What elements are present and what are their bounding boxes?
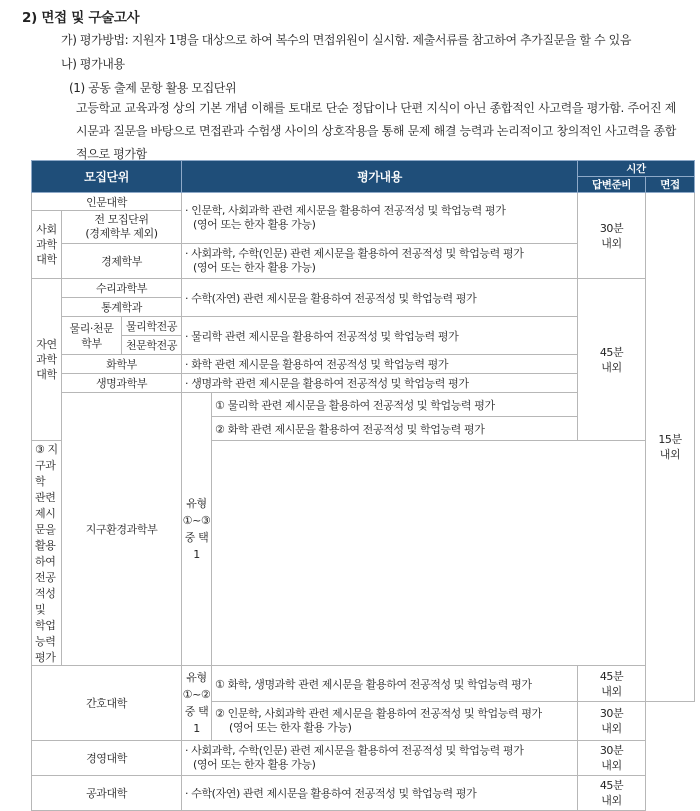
earth-option-3: ③ 지구과학 관련 제시문을 활용하여 전공적성 및 학업능력 평가: [32, 441, 62, 666]
unit-stats: 통계학과: [62, 298, 182, 317]
header-interview: 면접: [646, 177, 695, 193]
unit-social-all: [62, 211, 182, 244]
unit-note: (경제학부 제외): [85, 227, 158, 240]
evaluation-method-line: 가) 평가방법: 지원자 1명을 대상으로 하여 복수의 면접위원이 실시함. 제출서류를 참고하여 추가질문을 할 수 있음: [61, 33, 632, 47]
content-chemistry: · 화학 관련 제시문을 활용하여 전공적성 및 학업능력 평가: [182, 355, 578, 374]
unit-earth-environment: 지구환경과학부: [62, 393, 182, 666]
unit-business: 경영대학: [32, 741, 182, 776]
header-time: 시간: [578, 161, 695, 177]
college-natural-science: 자연 과학 대학: [32, 279, 62, 441]
earth-type-choice: 유형 ①~③ 중 택 1: [182, 393, 212, 666]
unit-economics: 경제학부: [62, 244, 182, 279]
unit-engineering: 공과대학: [32, 776, 182, 811]
nursing-option-2: [212, 702, 578, 741]
prep-time-engineering: 45분 내외: [578, 776, 646, 811]
content-business: [182, 741, 578, 776]
section-heading: 2) 면접 및 구술고사: [22, 10, 140, 26]
content-economics: [182, 244, 578, 279]
common-question-units-line: (1) 공동 출제 문항 활용 모집단위: [69, 81, 237, 95]
earth-option-1: ① 물리학 관련 제시문을 활용하여 전공적성 및 학업능력 평가: [212, 393, 578, 417]
content-line: · 사회과학, 수학(인문) 관련 제시문을 활용하여 전공적성 및 학업능력 평가: [185, 247, 524, 260]
unit-physics: 물리학전공: [122, 317, 182, 336]
college-social-science: 사회 과학 대학: [32, 211, 62, 279]
interview-table: [31, 160, 695, 811]
unit-label: 전 모집단위: [94, 213, 149, 226]
prep-time-natural: 45분 내외: [578, 279, 646, 441]
content-line: · 사회과학, 수학(인문) 관련 제시문을 활용하여 전공적성 및 학업능력 평가: [185, 744, 524, 757]
unit-astronomy: 천문학전공: [122, 336, 182, 355]
content-note: (영어 또는 한자 활용 가능): [193, 758, 316, 771]
content-note: (영어 또는 한자 활용 가능): [193, 218, 316, 231]
prep-time-nursing-2: 30분 내외: [578, 702, 646, 741]
content-humanities-social: [182, 193, 578, 244]
content-note: (영어 또는 한자 활용 가능): [229, 721, 352, 734]
content-line: ② 인문학, 사회과학 관련 제시문을 활용하여 전공적성 및 학업능력 평가: [215, 707, 542, 720]
content-note: (영어 또는 한자 활용 가능): [193, 261, 316, 274]
header-unit: 모집단위: [32, 161, 182, 193]
content-physics: · 물리학 관련 제시문을 활용하여 전공적성 및 학업능력 평가: [182, 317, 578, 355]
content-life-science: · 생명과학 관련 제시문을 활용하여 전공적성 및 학업능력 평가: [182, 374, 578, 393]
unit-humanities: 인문대학: [32, 193, 182, 211]
unit-math: 수리과학부: [62, 279, 182, 298]
unit-nursing: 간호대학: [32, 666, 182, 741]
unit-physics-astronomy: 물리·천문 학부: [62, 317, 122, 355]
content-line: · 인문학, 사회과학 관련 제시문을 활용하여 전공적성 및 학업능력 평가: [185, 204, 506, 217]
nursing-option-1: ① 화학, 생명과학 관련 제시문을 활용하여 전공적성 및 학업능력 평가: [212, 666, 578, 702]
unit-life-science: 생명과학부: [62, 374, 182, 393]
nursing-type-choice: 유형 ①~② 중 택 1: [182, 666, 212, 741]
content-math: · 수학(자연) 관련 제시문을 활용하여 전공적성 및 학업능력 평가: [182, 279, 578, 317]
evaluation-content-line: 나) 평가내용: [61, 57, 125, 71]
prep-time-social: 30분 내외: [578, 193, 646, 279]
prep-time-business: 30분 내외: [578, 741, 646, 776]
content-engineering: · 수학(자연) 관련 제시문을 활용하여 전공적성 및 학업능력 평가: [182, 776, 578, 811]
evaluation-paragraph: 고등학교 교육과정 상의 기본 개념 이해를 토대로 단순 정답이나 단편 지식이 아닌 종합적인 사고력을 평가함. 주어진 제시문과 질문을 바탕으로 면접관과 수험생 사이의 상호작용을 통해 문제 해결 능력과 논리적이고 창의적인 사고력을 종합적으로 평가함: [76, 101, 676, 161]
header-prep: 답변준비: [578, 177, 646, 193]
header-content: 평가내용: [182, 161, 578, 193]
prep-time-nursing-1: 45분 내외: [578, 666, 646, 702]
interview-time: 15분 내외: [646, 193, 695, 702]
unit-chemistry: 화학부: [62, 355, 182, 374]
earth-option-2: ② 화학 관련 제시문을 활용하여 전공적성 및 학업능력 평가: [212, 417, 578, 441]
